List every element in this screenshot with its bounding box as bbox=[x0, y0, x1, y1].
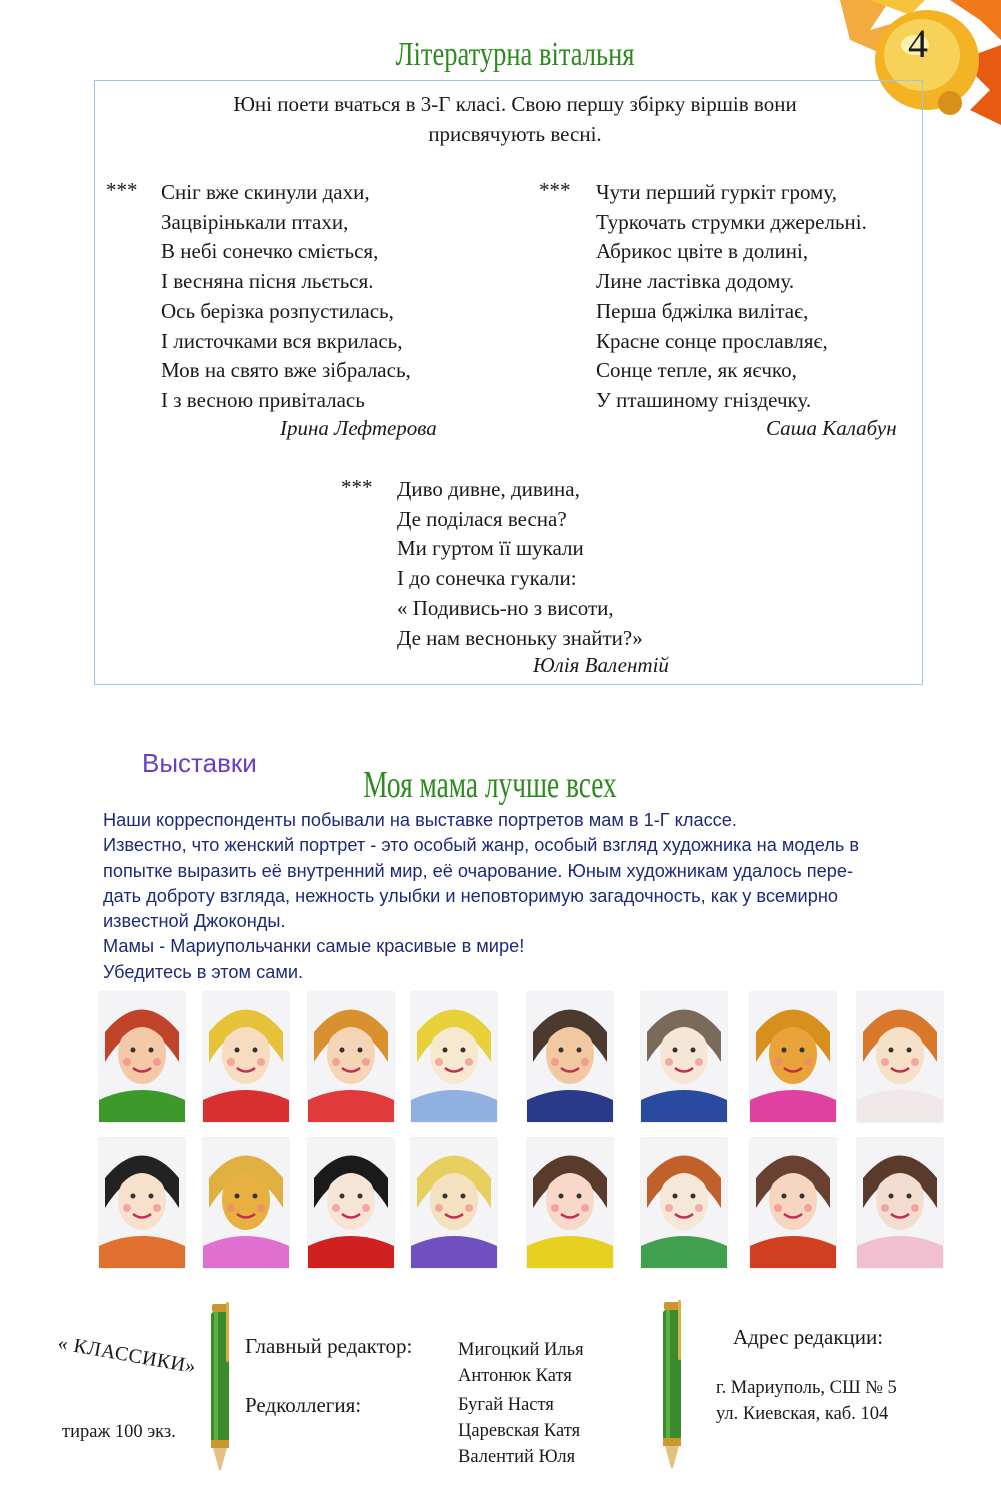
intro-line-1: Юні поети вчаться в 3-Г класі. Свою першу збірку віршів вони bbox=[233, 92, 797, 116]
poem-line: Абрикос цвіте в долині, bbox=[596, 239, 809, 264]
editor-name: Антонюк Катя bbox=[458, 1366, 572, 1386]
child-portrait-drawing bbox=[99, 1138, 185, 1268]
exhibition-title: Моя мама лучше всех bbox=[363, 764, 617, 806]
literary-section-title: Літературна вітальня bbox=[395, 36, 635, 73]
poem-line: Ось берізка розпустилась, bbox=[161, 298, 394, 323]
chief-editor-label: Главный редактор: bbox=[245, 1334, 413, 1358]
poem-line: Перша бджілка вилітає, bbox=[596, 298, 809, 323]
poem-1-stars: *** bbox=[106, 178, 138, 202]
article-line: попытке выразить её внутренний мир, её очарование. Юным художникам удалось пере- bbox=[103, 860, 854, 881]
article-line: Наши корреспонденты побывали на выставке портретов мам в 1-Г классе. bbox=[103, 810, 737, 830]
poem-line: І з весною привіталась bbox=[161, 387, 365, 412]
poem-2-author: Саша Калабун bbox=[766, 416, 897, 440]
article-line: Известно, что женский портрет - это особый жанр, особый взгляд художника на модель в bbox=[103, 835, 860, 856]
poem-2-text bbox=[596, 178, 867, 416]
circulation: тираж 100 экз. bbox=[62, 1422, 176, 1442]
child-portrait-drawing bbox=[99, 992, 185, 1122]
poem-line: Де нам весноньку знайти?» bbox=[397, 625, 643, 650]
poem-3-stars: *** bbox=[341, 475, 373, 499]
page-number: 4 bbox=[908, 21, 928, 66]
poem-line: Чути перший гуркіт грому, bbox=[596, 180, 837, 204]
address-label: Адрес редакции: bbox=[733, 1325, 884, 1349]
poem-line: Сніг вже скинули дахи, bbox=[161, 180, 370, 204]
editor-name: Мигоцкий Илья bbox=[458, 1340, 584, 1360]
board-member-name: Царевская Катя bbox=[458, 1421, 581, 1441]
article-line: известной Джоконды. bbox=[103, 911, 286, 932]
poem-1-text bbox=[161, 178, 411, 416]
child-portrait-drawing bbox=[527, 992, 613, 1122]
board-members bbox=[458, 1392, 580, 1470]
address-line: ул. Киевская, каб. 104 bbox=[716, 1404, 889, 1424]
child-portrait-drawing bbox=[750, 992, 836, 1122]
section-label: Выставки bbox=[142, 748, 257, 778]
child-portrait-drawing bbox=[308, 1138, 394, 1268]
poem-line: Красне сонце прославляє, bbox=[596, 328, 828, 353]
poem-line: Сонце тепле, як яєчко, bbox=[596, 358, 797, 383]
poem-line: Лине ластівка додому. bbox=[596, 269, 795, 294]
poem-line: І весняна пісня льється. bbox=[161, 269, 374, 294]
article-line: Мамы - Мариупольчанки самые красивые в мире! bbox=[103, 936, 525, 957]
poem-line: У пташиному гніздечку. bbox=[596, 387, 812, 412]
child-portrait-drawing bbox=[203, 992, 289, 1122]
child-portrait-drawing bbox=[527, 1138, 613, 1268]
board-member-name: Бугай Настя bbox=[458, 1395, 554, 1415]
child-portrait-drawing bbox=[750, 1138, 836, 1268]
chief-editors bbox=[458, 1337, 584, 1389]
pen-icon bbox=[207, 1300, 233, 1477]
exhibition-article bbox=[103, 808, 933, 985]
child-portrait-drawing bbox=[411, 992, 497, 1122]
poem-line: Ми гуртом її шукали bbox=[397, 536, 584, 561]
poem-3-text bbox=[397, 475, 643, 653]
child-portrait-drawing bbox=[641, 992, 727, 1122]
child-portrait-drawing bbox=[411, 1138, 497, 1268]
article-line: дать доброту взгляда, нежность улыбки и неповторимую загадочность, как у всемирно bbox=[103, 885, 838, 906]
child-portrait-drawing bbox=[857, 992, 943, 1122]
child-portrait-drawing bbox=[203, 1138, 289, 1268]
poem-line: « Подивись-но з висоти, bbox=[397, 595, 614, 620]
child-portrait-drawing bbox=[641, 1138, 727, 1268]
poem-line: Диво дивне, дивина, bbox=[397, 477, 580, 501]
poem-1-author: Ірина Лефтерова bbox=[280, 416, 437, 440]
poem-3-author: Юлія Валентій bbox=[533, 653, 669, 677]
article-line: Убедитесь в этом сами. bbox=[103, 961, 304, 982]
child-portrait-drawing bbox=[308, 992, 394, 1122]
address-line: г. Мариуполь, СШ № 5 bbox=[716, 1378, 897, 1398]
board-label: Редколлегия: bbox=[245, 1393, 362, 1417]
poem-line: Зацвірінькали птахи, bbox=[161, 209, 349, 234]
child-portrait-drawing bbox=[857, 1138, 943, 1268]
poem-2-stars: *** bbox=[539, 178, 571, 202]
poem-line: Де поділася весна? bbox=[397, 506, 567, 531]
address bbox=[716, 1375, 897, 1427]
poem-line: Туркочать струмки джерельні. bbox=[596, 209, 867, 234]
poem-line: І до сонечка гукали: bbox=[397, 566, 577, 591]
pen-icon bbox=[659, 1298, 685, 1475]
intro-line-2: присвячують весні. bbox=[428, 122, 602, 146]
poem-line: Мов на свято вже зібралась, bbox=[161, 358, 411, 383]
newspaper-brand: « КЛАССИКИ» bbox=[56, 1332, 198, 1378]
poem-line: В небі сонечко сміється, bbox=[161, 239, 379, 264]
board-member-name: Валентий Юля bbox=[458, 1447, 576, 1467]
poem-line: І листочками вся вкрилась, bbox=[161, 328, 403, 353]
